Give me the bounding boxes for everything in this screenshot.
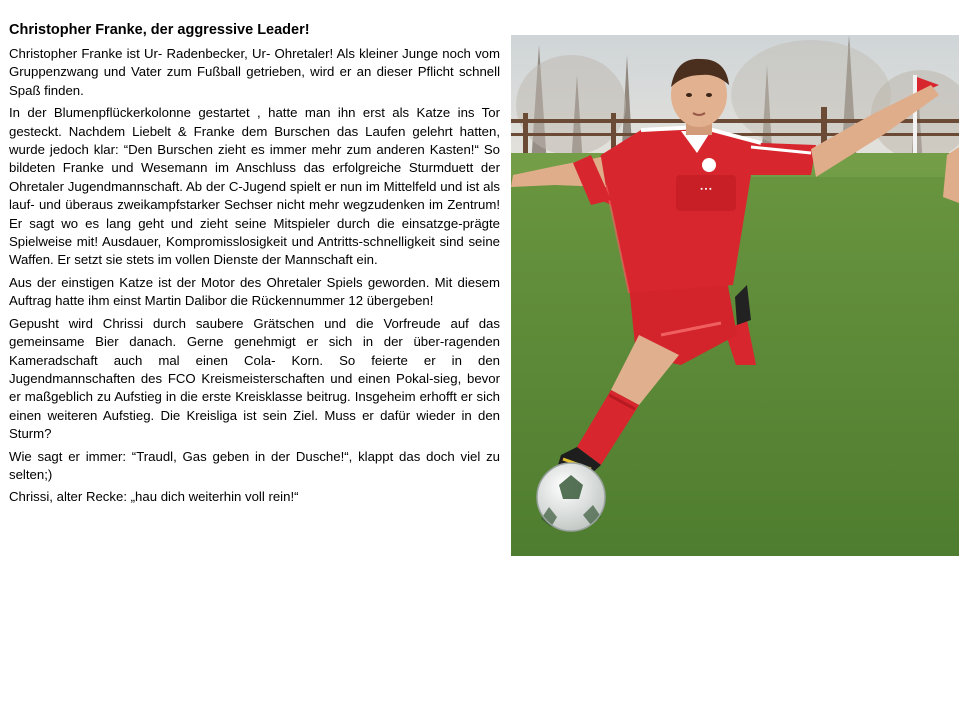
- jersey-sponsor-mark: ▪ ▪ ▪: [700, 186, 712, 193]
- paragraph-motor: Aus der einstigen Katze ist der Motor des Ohretaler Spiels geworden. Mit diesem Auftrag hatte ihm einst Martin Dalibor die Rückennummer 12 übergeben!: [9, 274, 500, 309]
- paragraph-closing: Chrissi, alter Recke: „hau dich weiterhin voll rein!“: [9, 489, 299, 505]
- paragraph-career: In der Blumenpflückerkolonne gestartet , hatte man ihn erst als Katze ins Tor gesteckt. Nachdem Liebelt & Franke dem Burschen das Laufen gelehrt hatten, wurde jedoch klar: “Den Burschen zieht es immer mehr zum anderen Kasten!“ So bildeten Franke und Wesemann im Anschluss das erfolgreiche Sturmduett der Ohretaler Jugendmannschaft. Ab der C-Jugend spielt er nun im Mittelfeld und ist als lauf- und überaus zweikampfstarker Sechser nicht mehr wegzudenken im Zentrum! Er sagt wo es lang geht und zieht seine Mitspieler durch die einsatzge-prägte Spielweise mit! Ausdauer, Kompromisslosigkeit und Antritts-schnelligkeit sind seine Waffen. Er setzt sie stets im vollen Dienste der Mannschaft ein.: [9, 105, 500, 268]
- paragraph-intro: Christopher Franke ist Ur- Radenbecker, Ur- Ohretaler! Als kleiner Junge noch vom Gruppenzwang und Vater zum Fußball getrieben, wird er an dieser Pflicht schnell Spaß finden.: [9, 46, 500, 98]
- player-photo: [511, 35, 959, 556]
- page-title: Christopher Franke, der aggressive Leader!: [9, 22, 310, 38]
- football: [537, 463, 605, 531]
- paragraph-quote: Wie sagt er immer: “Traudl, Gas geben in der Dusche!“, klappt das doch viel zu selten;): [9, 448, 500, 482]
- player-illustration: [511, 35, 959, 556]
- paragraph-motivation: Gepusht wird Chrissi durch saubere Grätschen und die Vorfreude auf das gemeinsame Bier danach. Gerne genehmigt er sich in der über-ragenden Kameradschaft auch mal einen Cola- Korn. So feierte er in den Jugendmannschaften des FCO Kreismeisterschaften und einen Pokal-sieg, bevor er maßgeblich zu Aufstieg in die erste Kreisklasse beitrug. Insgeheim erhofft er sich einen weiteren Aufstieg. Die Kreisliga ist sein Ziel. Muss er dafür wieder in den Sturm?: [9, 315, 500, 442]
- article-body: [9, 45, 500, 511]
- corner-flag-pole: [913, 75, 917, 165]
